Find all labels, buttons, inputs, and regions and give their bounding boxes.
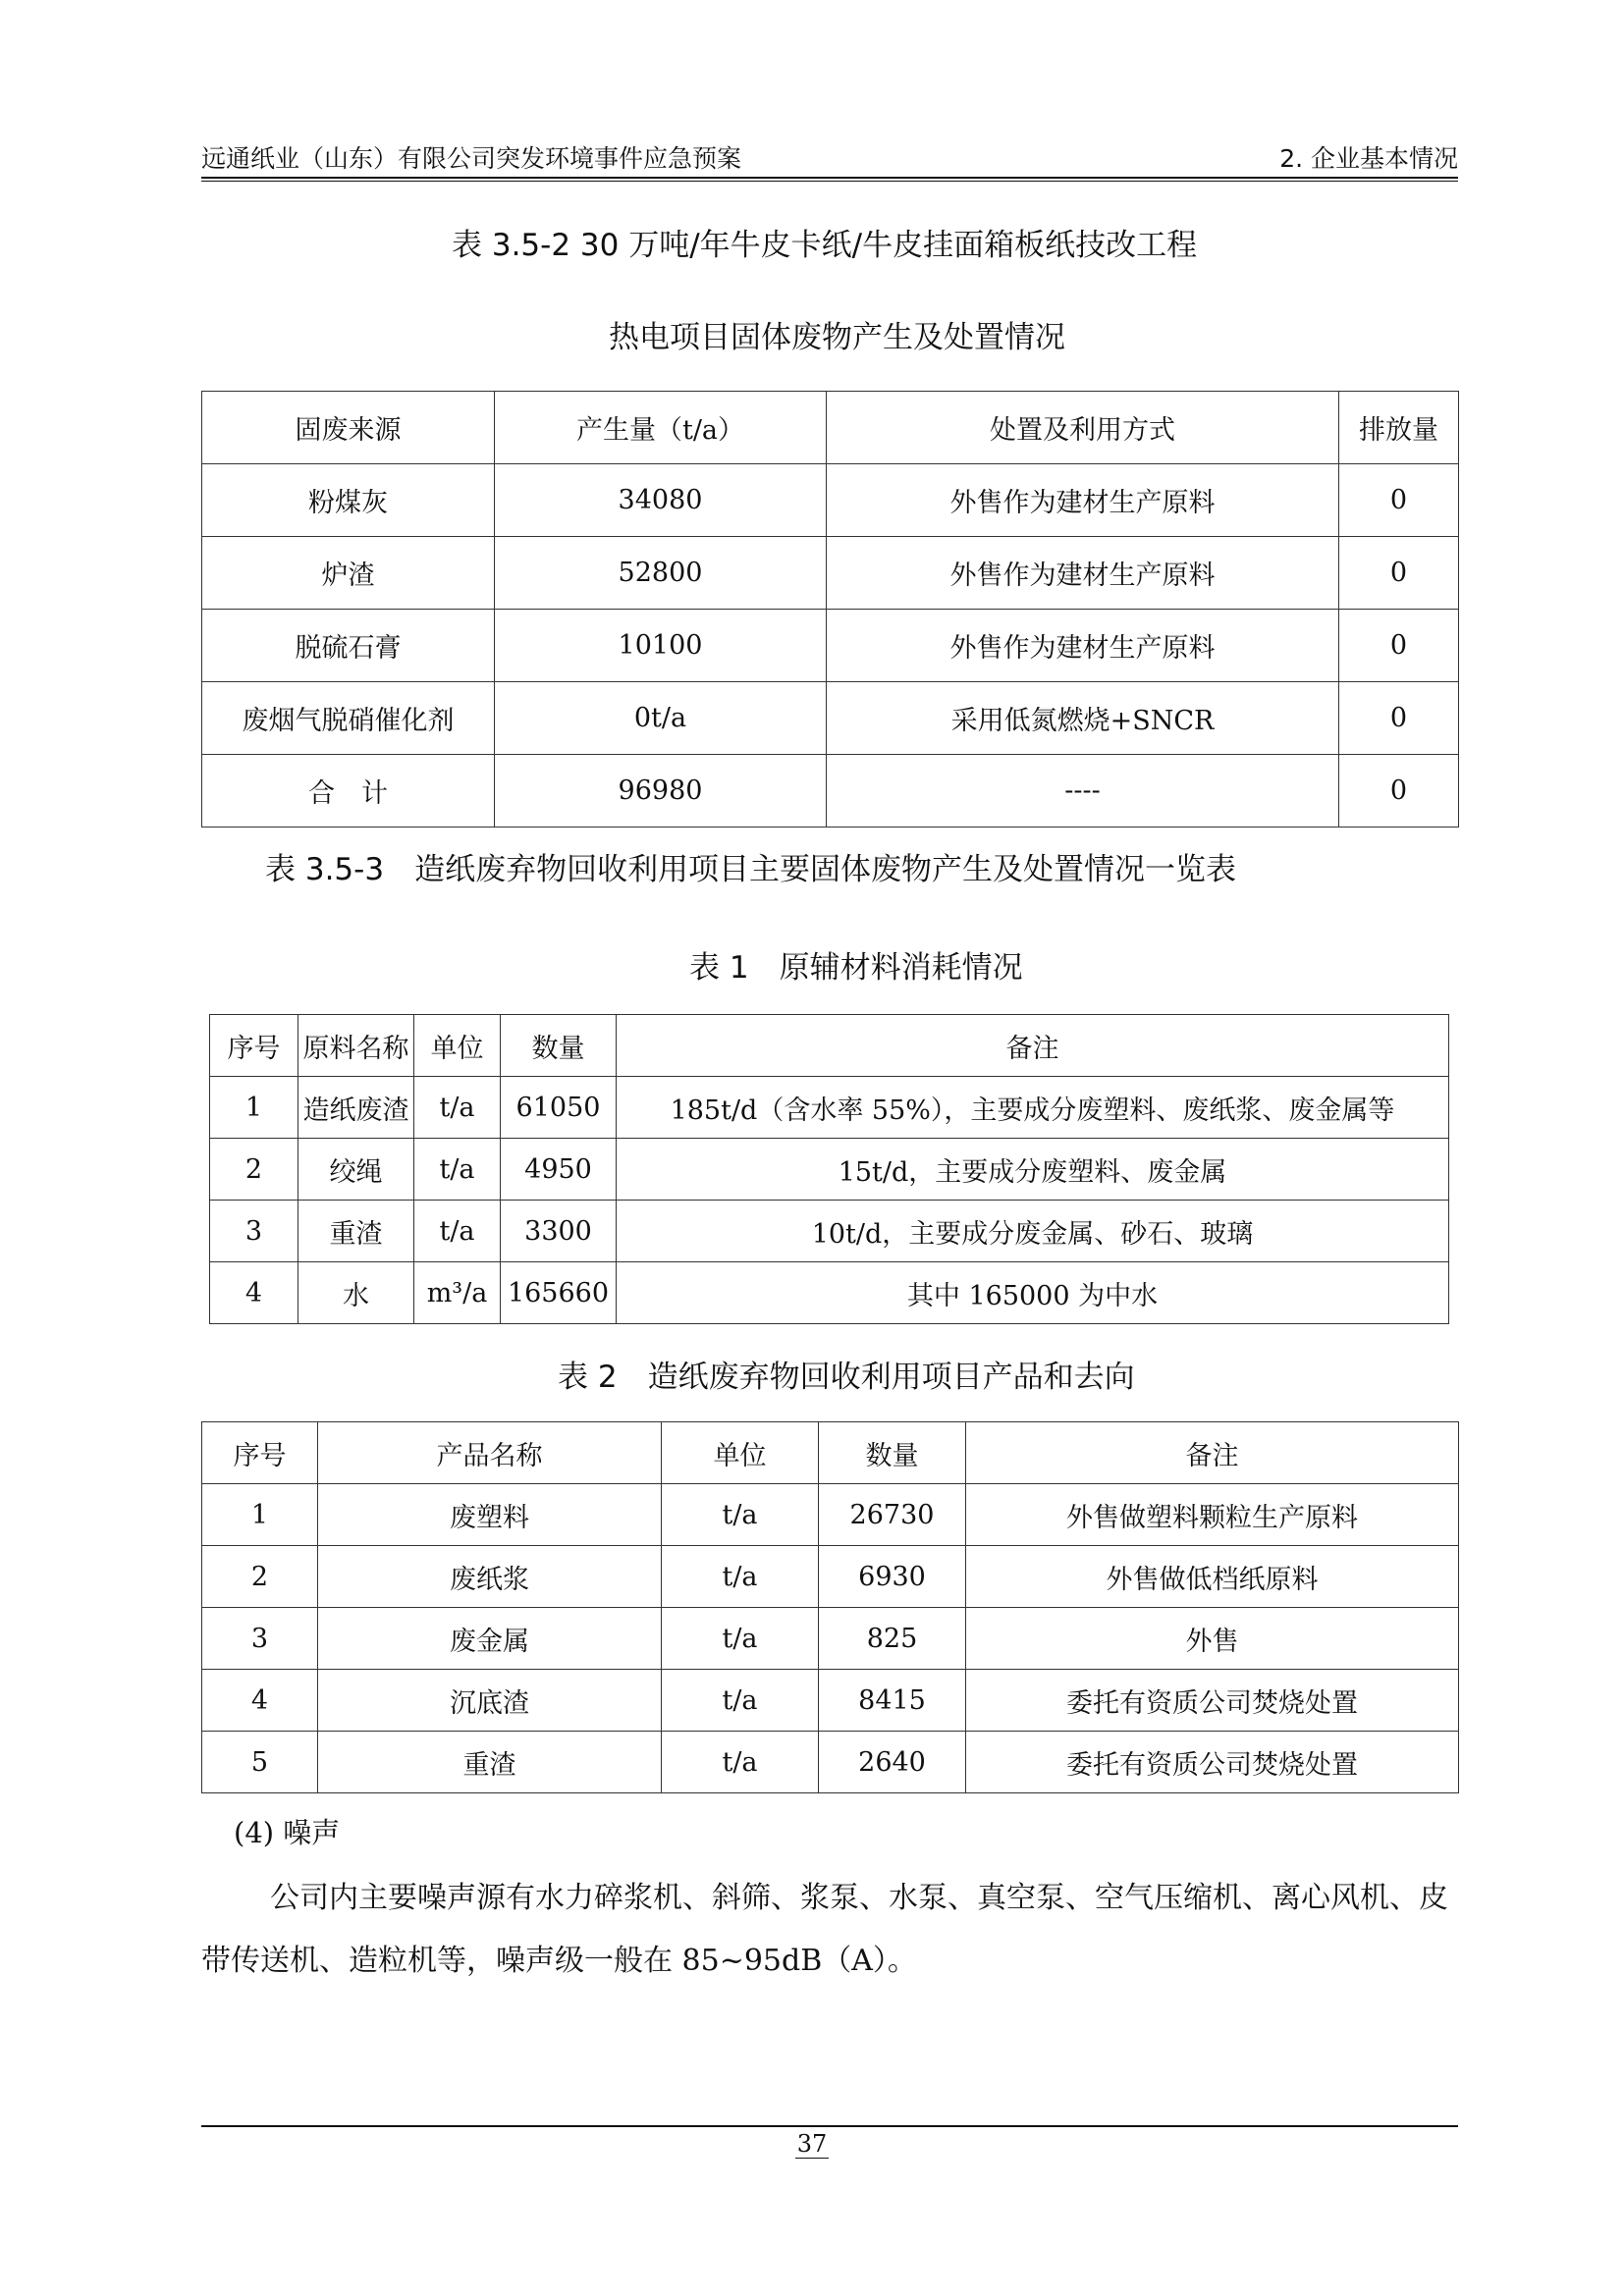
table-cell: 废烟气脱硝催化剂 (202, 682, 495, 755)
table-cell: 52800 (495, 537, 827, 610)
table-cell: 0 (1339, 537, 1459, 610)
table-cell: t/a (662, 1546, 819, 1608)
table-cell: m³/a (414, 1262, 501, 1324)
table-row (202, 610, 1459, 682)
solid-waste-table (201, 391, 1459, 828)
page-number-value: 37 (796, 2130, 828, 2158)
table-cell: 34080 (495, 464, 827, 537)
table-cell: t/a (414, 1077, 501, 1139)
table-cell: 2640 (819, 1732, 966, 1793)
table-title-1-line-1: 表 3.5-2 30 万吨/年牛皮卡纸/牛皮挂面箱板纸技改工程 (452, 228, 1198, 263)
column-header: 序号 (202, 1422, 318, 1484)
table-cell: 0 (1339, 610, 1459, 682)
table-cell: 15t/d，主要成分废塑料、废金属 (617, 1139, 1449, 1201)
table-cell: 1 (210, 1077, 298, 1139)
table-cell: t/a (662, 1732, 819, 1793)
table-cell: 4 (210, 1262, 298, 1324)
table-cell: 废塑料 (318, 1484, 662, 1546)
page-number (0, 2130, 1624, 2158)
column-header: 原料名称 (298, 1015, 414, 1077)
table-cell: 外售做低档纸原料 (966, 1546, 1459, 1608)
table-cell: 4950 (501, 1139, 617, 1201)
table-cell: ---- (827, 755, 1339, 828)
table-cell: 废金属 (318, 1608, 662, 1670)
table-title-2: 表 3.5-3 造纸废弃物回收利用项目主要固体废物产生及处置情况一览表 (265, 852, 1237, 887)
page-header (201, 135, 1458, 175)
table-row (202, 537, 1459, 610)
table-header-row (210, 1015, 1449, 1077)
table-cell: 0t/a (495, 682, 827, 755)
table-cell: 废纸浆 (318, 1546, 662, 1608)
table-cell: t/a (662, 1484, 819, 1546)
table-cell: 96980 (495, 755, 827, 828)
table-cell: 绞绳 (298, 1139, 414, 1201)
table-title-3: 表 1 原辅材料消耗情况 (689, 950, 1023, 986)
header-rule-thin (201, 181, 1458, 182)
table-cell: 4 (202, 1670, 318, 1732)
raw-material-table (209, 1014, 1449, 1324)
column-header: 排放量 (1339, 392, 1459, 464)
table-row (202, 682, 1459, 755)
table-cell: 脱硫石膏 (202, 610, 495, 682)
table-cell: 水 (298, 1262, 414, 1324)
table-header-row (202, 392, 1459, 464)
table-cell: 8415 (819, 1670, 966, 1732)
header-document-title: 远通纸业（山东）有限公司突发环境事件应急预案 (201, 144, 742, 173)
table-cell: 外售 (966, 1608, 1459, 1670)
table-cell: 重渣 (318, 1732, 662, 1793)
table-cell: 825 (819, 1608, 966, 1670)
table-cell: 1 (202, 1484, 318, 1546)
column-header: 产品名称 (318, 1422, 662, 1484)
table-row (210, 1262, 1449, 1324)
table-cell: 3 (202, 1608, 318, 1670)
table-cell: 0 (1339, 464, 1459, 537)
header-rule (201, 177, 1458, 179)
table-cell: 5 (202, 1732, 318, 1793)
table-cell: 委托有资质公司焚烧处置 (966, 1732, 1459, 1793)
column-header: 产生量（t/a） (495, 392, 827, 464)
footer-rule (201, 2125, 1458, 2127)
table-cell: t/a (414, 1139, 501, 1201)
table-cell: 165660 (501, 1262, 617, 1324)
table-row (202, 1670, 1459, 1732)
table-cell: 采用低氮燃烧+SNCR (827, 682, 1339, 755)
table-cell: 26730 (819, 1484, 966, 1546)
table-row (202, 1546, 1459, 1608)
table-cell: 外售作为建材生产原料 (827, 537, 1339, 610)
column-header: 固废来源 (202, 392, 495, 464)
column-header: 备注 (617, 1015, 1449, 1077)
table-title-4: 表 2 造纸废弃物回收利用项目产品和去向 (558, 1360, 1135, 1395)
table-cell: 粉煤灰 (202, 464, 495, 537)
column-header: 序号 (210, 1015, 298, 1077)
table-cell: 6930 (819, 1546, 966, 1608)
table-cell: 10t/d，主要成分废金属、砂石、玻璃 (617, 1201, 1449, 1262)
table-cell: 沉底渣 (318, 1670, 662, 1732)
table-cell: t/a (662, 1670, 819, 1732)
column-header: 处置及利用方式 (827, 392, 1339, 464)
table-cell: 10100 (495, 610, 827, 682)
table-cell: 0 (1339, 682, 1459, 755)
table-cell: 0 (1339, 755, 1459, 828)
table-cell: t/a (662, 1608, 819, 1670)
table-cell: 3300 (501, 1201, 617, 1262)
table-cell: 61050 (501, 1077, 617, 1139)
table-row (210, 1077, 1449, 1139)
table-cell: 外售作为建材生产原料 (827, 610, 1339, 682)
table-cell: 委托有资质公司焚烧处置 (966, 1670, 1459, 1732)
table-cell: 炉渣 (202, 537, 495, 610)
noise-paragraph: 公司内主要噪声源有水力碎浆机、斜筛、浆泵、水泵、真空泵、空气压缩机、离心风机、皮带传送机、造粒机等，噪声级一般在 85~95dB（A）。 (201, 1881, 1448, 1978)
table-row (202, 464, 1459, 537)
table-cell: 合 计 (202, 755, 495, 828)
table-row (210, 1201, 1449, 1262)
table-row (202, 1608, 1459, 1670)
section-heading-noise: (4) 噪声 (234, 1816, 341, 1849)
table-title-1-line-2: 热电项目固体废物产生及处置情况 (609, 320, 1065, 355)
table-cell: 3 (210, 1201, 298, 1262)
table-cell: 185t/d（含水率 55%），主要成分废塑料、废纸浆、废金属等 (617, 1077, 1449, 1139)
column-header: 数量 (501, 1015, 617, 1077)
column-header: 单位 (662, 1422, 819, 1484)
column-header: 单位 (414, 1015, 501, 1077)
table-cell: 2 (202, 1546, 318, 1608)
table-row (210, 1139, 1449, 1201)
table-row (202, 1484, 1459, 1546)
table-row (202, 1732, 1459, 1793)
table-cell: 外售作为建材生产原料 (827, 464, 1339, 537)
table-cell: 外售做塑料颗粒生产原料 (966, 1484, 1459, 1546)
table-cell: 重渣 (298, 1201, 414, 1262)
product-destination-table (201, 1421, 1459, 1793)
table-cell: 2 (210, 1139, 298, 1201)
table-header-row (202, 1422, 1459, 1484)
table-cell: t/a (414, 1201, 501, 1262)
column-header: 数量 (819, 1422, 966, 1484)
table-cell: 其中 165000 为中水 (617, 1262, 1449, 1324)
column-header: 备注 (966, 1422, 1459, 1484)
table-cell: 造纸废渣 (298, 1077, 414, 1139)
header-chapter: 2. 企业基本情况 (1279, 144, 1458, 173)
table-row (202, 755, 1459, 828)
